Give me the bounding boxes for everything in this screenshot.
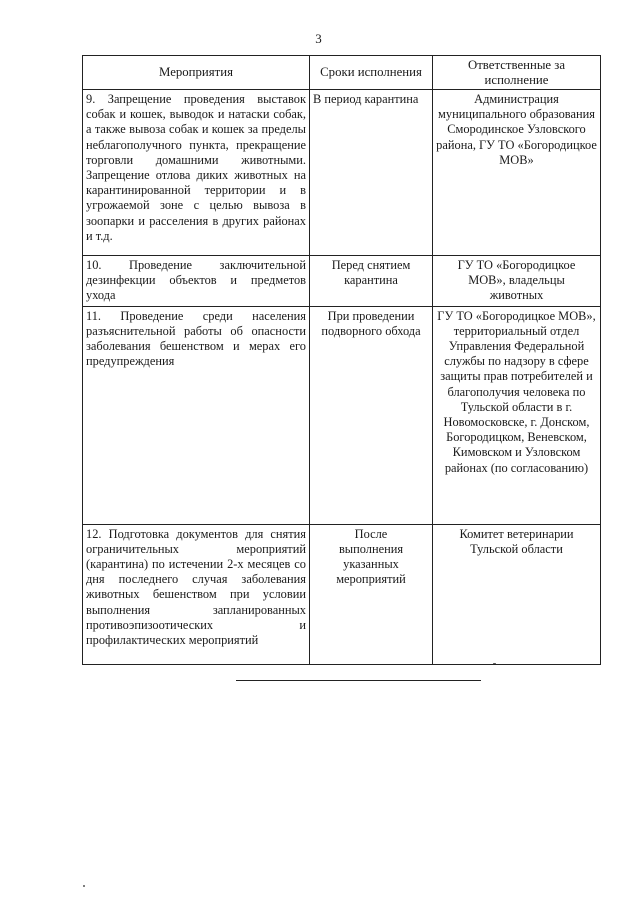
table-row bbox=[83, 524, 601, 664]
deadline-cell: При проведении подворного обхода bbox=[310, 306, 433, 524]
table-row bbox=[83, 256, 601, 307]
responsible-cell: Комитет ветеринарии Тульской области bbox=[433, 524, 601, 664]
responsible-cell: ГУ ТО «Богородицкое МОВ», владельцы животных bbox=[433, 256, 601, 307]
activity-cell: 10. Проведение заключительной дезинфекции объектов и предметов ухода bbox=[83, 256, 310, 307]
deadline-cell: После выполнения указанных мероприятий bbox=[310, 524, 433, 664]
activity-cell: 12. Подготовка документов для снятия ограничительных мероприятий (карантина) по истечении 2-х месяцев со дня последнего случая заболевания животных бешенством при условии выполнения запланированных противоэпизоотических и профилактических мероприятий bbox=[83, 524, 310, 664]
header-responsible: Ответственные за исполнение bbox=[433, 56, 601, 90]
table-header-row bbox=[83, 56, 601, 90]
scan-speck bbox=[493, 663, 496, 664]
activity-cell: 11. Проведение среди населения разъяснительной работы об опасности заболевания бешенством и мерах его предупреждения bbox=[83, 306, 310, 524]
responsible-cell: ГУ ТО «Богородицкое МОВ», территориальный отдел Управления Федеральной службы по надзору в сфере защиты прав потребителей и благополучия человека по Тульской области в г. Новомосковске, г. Донском, Богородицком, Веневском, Кимовском и Узловском районах (по согласованию) bbox=[433, 306, 601, 524]
table-row bbox=[83, 90, 601, 256]
scan-speck bbox=[83, 885, 85, 887]
deadline-cell: В период карантина bbox=[310, 90, 433, 256]
deadline-cell: Перед снятием карантина bbox=[310, 256, 433, 307]
activity-cell: 9. Запрещение проведения выставок собак и кошек, выводок и натаски собак, а также вывоза собак и кошек за пределы неблагополучного пункта, прекращение торговли домашними животными. Запрещение отлова диких животных на карантинированной территории и в угрожаемой зоне с целью вывоза в зоопарки и расселения в других районах и т.д. bbox=[83, 90, 310, 256]
responsible-cell: Администрация муниципального образования Смородинское Узловского района, ГУ ТО «Богородицкое МОВ» bbox=[433, 90, 601, 256]
header-deadlines: Сроки исполнения bbox=[310, 56, 433, 90]
table-row bbox=[83, 306, 601, 524]
page-number: 3 bbox=[315, 31, 322, 46]
header-activities: Мероприятия bbox=[83, 56, 310, 90]
end-of-document-rule bbox=[236, 680, 481, 681]
measures-table bbox=[82, 55, 601, 665]
